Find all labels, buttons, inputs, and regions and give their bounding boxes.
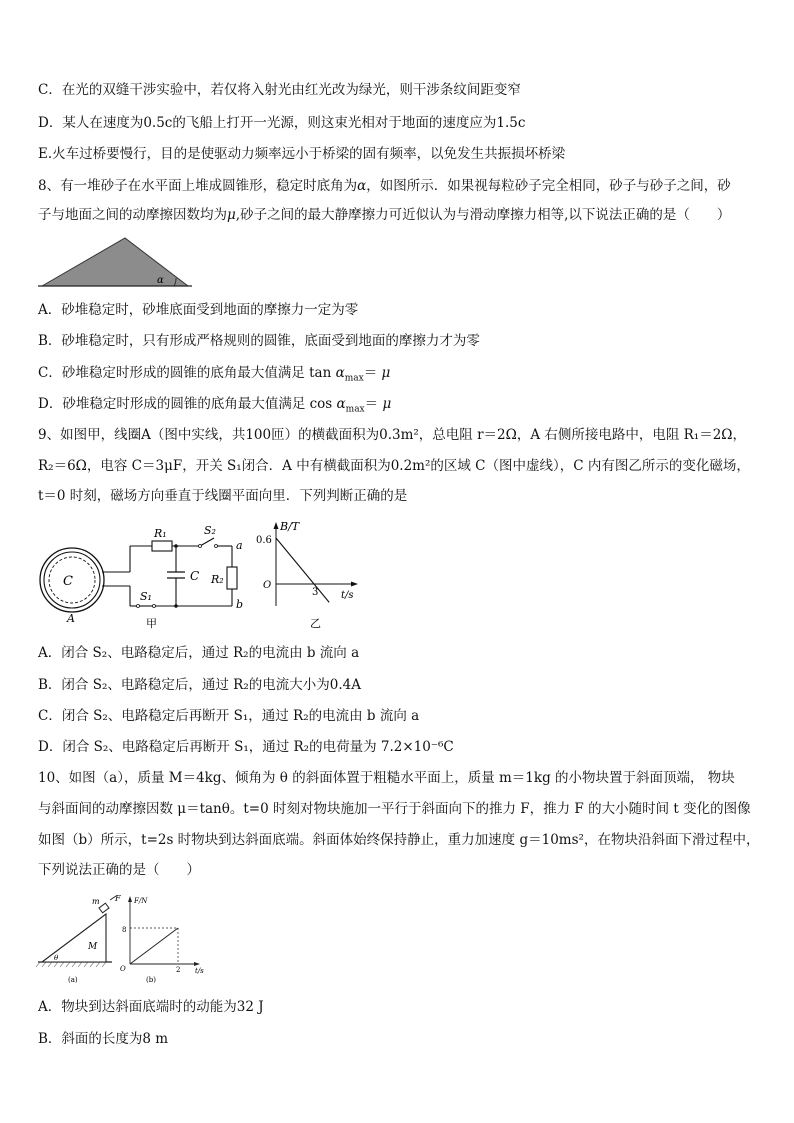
resistor-r2 (227, 567, 237, 589)
node-a-label: a (236, 539, 243, 552)
theta-label: θ (54, 954, 59, 962)
q10-stem-line3: 如图（b）所示，t=2s 时物块到达斜面底端。斜面体始终保持静止，重力加速度 g＝10ms²，在物块沿斜面下滑过程中， (38, 832, 760, 848)
q9-option-c: C．闭合 S₂、电路稳定后再断开 S₁，通过 R₂的电流由 b 流向 a (38, 708, 420, 724)
angle-label: α (157, 275, 164, 286)
origin-label: O (263, 580, 272, 591)
sandpile-cone (42, 238, 188, 286)
incline-m-label: M (88, 942, 98, 952)
capacitor-label: C (190, 569, 200, 583)
f-series-line (130, 928, 178, 964)
y-tick-label: 0.6 (256, 535, 272, 546)
q10-incline-figure (36, 894, 121, 986)
x-axis-label: t/s (195, 967, 204, 975)
q10-ft-graph (116, 894, 208, 986)
force-f-label: F (115, 894, 121, 903)
caption-jia: 甲 (146, 617, 157, 630)
r1-label: R₁ (154, 527, 167, 540)
y-axis-label: B/T (280, 520, 300, 533)
q10-stem-line1: 10、如图（a），质量 M＝4kg、倾角为 θ 的斜面体置于粗糙水平面上，质量 m＝1kg 的小物块置于斜面顶端， 物块 (38, 770, 735, 786)
q10-stem-line4: 下列说法正确的是（ ） (38, 862, 200, 878)
x-axis-label: t/s (341, 590, 354, 601)
r2-label: R₂ (211, 573, 224, 586)
q8-option-a: A．砂堆稳定时，砂堆底面受到地面的摩擦力一定为零 (38, 302, 359, 318)
q9-option-d: D．闭合 S₂、电路稳定后再断开 S₁，通过 R₂的电荷量为 7.2×10⁻⁶C (38, 739, 454, 755)
resistor-r1 (152, 541, 172, 551)
q8-option-b: B．砂堆稳定时，只有形成严格规则的圆锥，底面受到地面的摩擦力才为零 (38, 333, 480, 349)
region-c-label: C (63, 574, 73, 589)
q9-stem-line3: t＝0 时刻，磁场方向垂直于线圈平面向里．下列判断正确的是 (38, 488, 408, 504)
q8-option-c: C．砂堆稳定时形成的圆锥的底角最大值满足 $\tan \alpha_{max}= \mu$ (38, 365, 391, 384)
s1-label: S₁ (140, 590, 152, 603)
s2-label: S₂ (204, 524, 216, 537)
q9-option-b: B．闭合 S₂、电路稳定后，通过 R₂的电流大小为0.4A (38, 677, 361, 693)
q10-option-b: B．斜面的长度为8 m (38, 1031, 169, 1047)
q8-option-d: D．砂堆稳定时形成的圆锥的底角最大值满足 $\cos \alpha_{max}= \mu$ (38, 396, 392, 415)
coil-a-label: A (67, 612, 75, 625)
q7-option-c: C．在光的双缝干涉实验中，若仅将入射光由红光改为绿光，则干涉条纹间距变窄 (38, 82, 521, 98)
q9-stem-line1: 9、如图甲，线圈A（图中实线，共100匝）的横截面积为0.3m²，总电阻 r＝2Ω，A 右侧所接电路中，电阻 R₁＝2Ω， (38, 427, 747, 443)
q8-stem-line1: 8、有一堆砂子在水平面上堆成圆锥形，稳定时底角为α，如图所示．如果视每粒砂子完全相同，砂子与砂子之间，砂 (38, 178, 731, 194)
q9-circuit-figure (36, 522, 256, 634)
y-tick-label: 8 (122, 926, 127, 934)
caption-a: (a) (68, 976, 78, 984)
q9-bt-graph (256, 518, 366, 634)
x-tick-label: 2 (176, 966, 181, 974)
q10-option-a: A．物块到达斜面底端时的动能为32 J (38, 999, 264, 1015)
y-axis-label: F/N (134, 897, 148, 905)
block-m (99, 903, 109, 913)
q7-option-d: D．某人在速度为0.5c的飞船上打开一光源，则这束光相对于地面的速度应为1.5c (38, 115, 526, 131)
q8-stem-line2: 子与地面之间的动摩擦因数均为μ,砂子之间的最大静摩擦力可近似认为与滑动摩擦力相等,以下说法正确的是（ ） (38, 207, 731, 223)
block-m-label: m (92, 897, 100, 906)
incline-body (42, 914, 106, 962)
q8-sandpile-figure (38, 236, 198, 290)
caption-yi: 乙 (310, 617, 321, 630)
origin-label: O (120, 965, 126, 973)
q9-stem-line2: R₂＝6Ω，电容 C＝3μF，开关 S₁闭合．A 中有横截面积为0.2m²的区域 C（图中虚线），C 内有图乙所示的变化磁场， (38, 458, 750, 474)
q9-option-a: A．闭合 S₂、电路稳定后，通过 R₂的电流由 b 流向 a (38, 645, 360, 661)
node-b-label: b (236, 598, 244, 611)
switch-s2 (200, 538, 214, 546)
caption-b: (b) (146, 976, 156, 984)
q7-option-e: E.火车过桥要慢行，目的是使驱动力频率远小于桥梁的固有频率，以免发生共振损坏桥梁 (38, 146, 566, 162)
x-tick-label: 3 (312, 587, 319, 598)
q10-stem-line2: 与斜面间的动摩擦因数 μ＝tanθ。t=0 时刻对物块施加一平行于斜面向下的推力 F，推力 F 的大小随时间 t 变化的图像 (38, 801, 751, 817)
b-series-line (276, 538, 329, 602)
